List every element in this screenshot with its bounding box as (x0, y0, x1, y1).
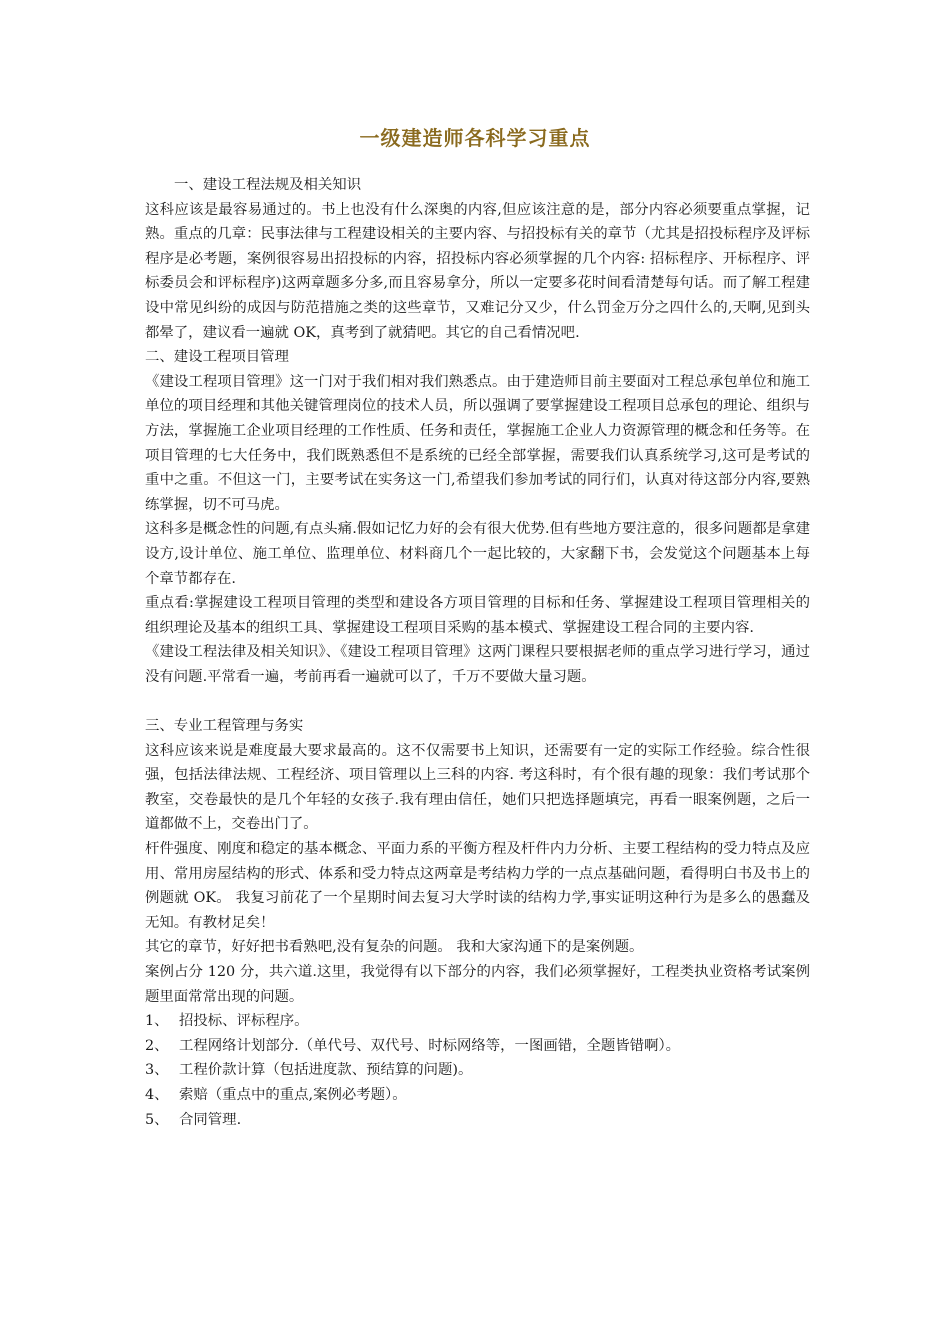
paragraph: 案例占分 120 分，共六道.这里，我觉得有以下部分的内容，我们必须掌握好，工程类执业资格考试案例题里面常常出现的问题。 (145, 964, 810, 1005)
list-item (145, 1034, 810, 1059)
list-text: 招投标、评标程序。 (179, 1013, 309, 1030)
paragraph: 其它的章节，好好把书看熟吧,没有复杂的问题。 我和大家沟通下的是案例题。 (145, 939, 644, 956)
list-number: 1、 (145, 1013, 169, 1030)
paragraph: 这科多是概念性的问题,有点头痛.假如记忆力好的会有很大优势.但有些地方要注意的，很多问题都是拿建设方,设计单位、施工单位、监理单位、材料商几个一起比较的，大家翻下书，会发觉这个问题基本上每个章节都存在. (145, 521, 810, 587)
list-text: 工程价款计算（包括进度款、预结算的问题)。 (179, 1062, 473, 1079)
paragraph: 这科应该是最容易通过的。书上也没有什么深奥的内容,但应该注意的是，部分内容必须要重点掌握，记熟。重点的几章：民事法律与工程建设相关的主要内容、与招投标有关的章节（尤其是招投标程序及评标程序是必考题，案例很容易出招投标的内容，招投标内容必须掌握的几个内容: 招标程序、开标程序、评标委员会和评标程序)这两章题多分多,而且容易拿分，所以一定要多花时间看清楚每句话。而了解工程建设中常见纠纷的成因与防范措施之类的这些章节，又难记分又少，什么罚金万分之四什么的,天啊,见到头都晕了，建议看一遍就 OK，真考到了就猜吧。其它的自己看情况吧. (145, 201, 810, 341)
list-text: 索赔（重点中的重点,案例必考题）。 (179, 1086, 407, 1103)
paragraph: 《建设工程项目管理》这一门对于我们相对我们熟悉点。由于建造师目前主要面对工程总承包单位和施工单位的项目经理和其他关键管理岗位的技术人员，所以强调了要掌握建设工程项目总承包的理论、组织与方法，掌握施工企业项目经理的工作性质、任务和责任，掌握施工企业人力资源管理的概念和任务等。在项目管理的七大任务中，我们既熟悉但不是系统的已经全部掌握，需要我们认真系统学习,这可是考试的重中之重。不但这一门，主要考试在实务这一门,希望我们参加考试的同行们，认真对待这部分内容,要熟练掌握，切不可马虎。 (145, 373, 810, 513)
list-number: 3、 (145, 1062, 169, 1079)
list-number: 2、 (145, 1037, 169, 1054)
page-title: 一级建造师各科学习重点 (359, 126, 591, 150)
list-number: 4、 (145, 1086, 169, 1103)
section-heading-2: 二、建设工程项目管理 (145, 349, 289, 366)
document-body (145, 173, 810, 1132)
list-text: 合同管理. (179, 1111, 242, 1128)
section-heading-3: 三、专业工程管理与务实 (145, 718, 304, 735)
list-text: 工程网络计划部分.（单代号、双代号、时标网络等，一图画错，全题皆错啊）。 (179, 1037, 681, 1054)
list-item (145, 1108, 810, 1133)
list-item (145, 1009, 810, 1034)
paragraph: 重点看:掌握建设工程项目管理的类型和建设各方项目管理的目标和任务、掌握建设工程项目管理相关的组织理论及基本的组织工具、掌握建设工程项目采购的基本模式、掌握建设工程合同的主要内容. (145, 595, 810, 636)
paragraph: 这科应该来说是难度最大要求最高的。这不仅需要书上知识，还需要有一定的实际工作经验。综合性很强，包括法律法规、工程经济、项目管理以上三科的内容. 考这科时，有个很有趣的现象：我们考试那个教室，交卷最快的是几个年轻的女孩子.我有理由信任，她们只把选择题填完，再看一眼案例题，之后一道都做不上，交卷出门了。 (145, 742, 810, 833)
blank-line (145, 689, 810, 714)
section-heading-1: 一、建设工程法规及相关知识 (174, 177, 362, 193)
list-item (145, 1058, 810, 1083)
list-number: 5、 (145, 1111, 169, 1128)
list-item (145, 1083, 810, 1108)
paragraph: 《建设工程法律及相关知识》、《建设工程项目管理》这两门课程只要根据老师的重点学习进行学习，通过没有问题.平常看一遍，考前再看一遍就可以了，千万不要做大量习题。 (145, 644, 810, 685)
paragraph: 杆件强度、刚度和稳定的基本概念、平面力系的平衡方程及杆件内力分析、主要工程结构的受力特点及应用、常用房屋结构的形式、体系和受力特点这两章是考结构力学的一点点基础问题，看得明白书及书上的例题就 OK。 我复习前花了一个星期时间去复习大学时读的结构力学,事实证明这种行为是多么的愚蠢及无知。有教材足矣！ (145, 841, 810, 931)
